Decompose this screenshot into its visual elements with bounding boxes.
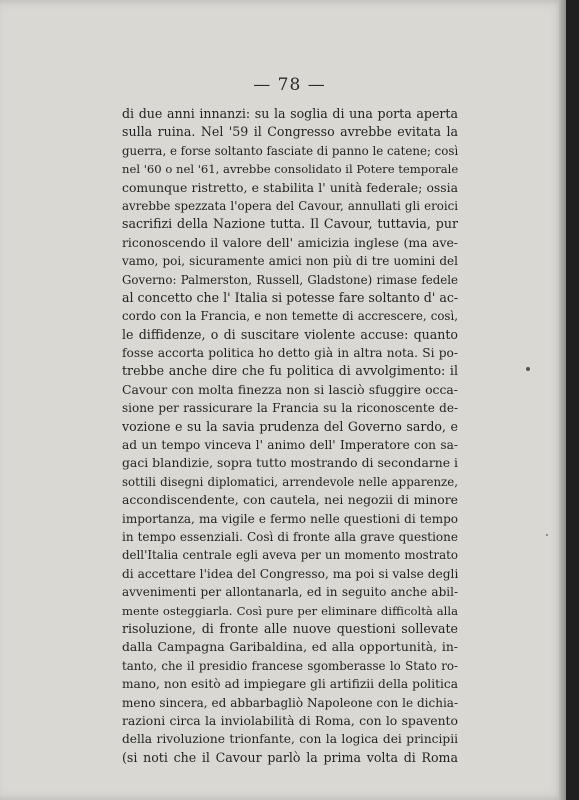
text-line: sottili disegni diplomatici, arrendevole nelle apparenze, xyxy=(122,474,458,489)
text-line: vamo, poi, sicuramente amici non più di tre uomini del xyxy=(122,254,458,269)
text-line: comunque ristretto, e stabilita l' unità federale; ossia xyxy=(122,179,458,195)
text-line: avvenimenti per allontanarla, ed in seguito anche abil- xyxy=(122,585,458,600)
text-line: vozione e su la savia prudenza del Governo sardo, e xyxy=(122,418,458,434)
ink-speck xyxy=(546,534,548,536)
text-line: avrebbe spezzata l'opera del Cavour, annullati gli eroici xyxy=(122,198,458,213)
body-text xyxy=(122,105,458,767)
text-line: ad un tempo vinceva l' animo dell' Imperatore con sa- xyxy=(122,438,458,453)
text-line: sacrifizi della Nazione tutta. Il Cavour, tuttavia, pur xyxy=(122,216,458,232)
text-line: meno sincera, ed abbarbagliò Napoleone con le dichia- xyxy=(122,695,458,710)
text-line: sulla ruina. Nel '59 il Congresso avrebbe evitata la xyxy=(122,124,458,140)
text-line: (si noti che il Cavour parlò la prima volta di Roma xyxy=(122,749,458,765)
text-line: guerra, e forse soltanto fasciate di panno le catene; così xyxy=(122,143,458,158)
text-line: risoluzione, di fronte alle nuove questioni sollevate xyxy=(122,620,458,636)
text-line: sione per rassicurare la Francia su la riconoscente de- xyxy=(122,401,458,416)
text-line: di due anni innanzi: su la soglia di una porta aperta xyxy=(122,106,458,121)
text-line: Cavour con molta finezza non si lasciò sfuggire occa- xyxy=(122,381,458,397)
text-line: tanto, che il presidio francese sgomberasse lo Stato ro- xyxy=(122,658,458,673)
book-spine xyxy=(566,0,579,800)
text-line: Governo: Palmerston, Russell, Gladstone) rimase fedele xyxy=(122,272,458,287)
text-line: mano, non esitò ad impiegare gli artifizii della politica xyxy=(122,677,458,692)
text-line: cordo con la Francia, e non temette di accrescere, così, xyxy=(122,309,458,324)
text-line: dell'Italia centrale egli aveva per un momento mostrato xyxy=(122,548,458,563)
text-line: della rivoluzione trionfante, con la logica dei principii xyxy=(122,732,458,747)
text-line: trebbe anche dire che fu politica di avvolgimento: il xyxy=(122,363,458,379)
text-line: riconoscendo il valore dell' amicizia inglese (ma ave- xyxy=(122,234,458,250)
ink-speck xyxy=(526,367,530,371)
page-number: — 78 — xyxy=(253,75,326,95)
text-line: gaci blandizie, sopra tutto mostrando di secondarne i xyxy=(122,455,458,471)
text-line: importanza, ma vigile e fermo nelle questioni di tempo xyxy=(122,511,458,526)
text-line: dalla Campagna Garibaldina, ed alla opportunità, in- xyxy=(122,639,458,655)
text-line: le diffidenze, o di suscitare violente accuse: quanto xyxy=(122,326,458,342)
text-line: in tempo essenziali. Così di fronte alla grave questione xyxy=(122,529,458,544)
text-line: fosse accorta politica ho detto già in altra nota. Si po- xyxy=(122,346,458,361)
text-line: accondiscendente, con cautela, nei negozii di minore xyxy=(122,492,458,508)
text-line: razioni circa la inviolabilità di Roma, con lo spavento xyxy=(122,712,458,728)
text-line: di accettare l'idea del Congresso, ma poi si valse degli xyxy=(122,566,458,581)
page-edge xyxy=(559,0,566,800)
text-line: nel '60 o nel '61, avrebbe consolidato il Potere temporale xyxy=(122,162,458,177)
text-line: mente osteggiarla. Così pure per eliminare difficoltà alla xyxy=(122,603,458,618)
text-line: al concetto che l' Italia si potesse fare soltanto d' ac- xyxy=(122,289,458,305)
